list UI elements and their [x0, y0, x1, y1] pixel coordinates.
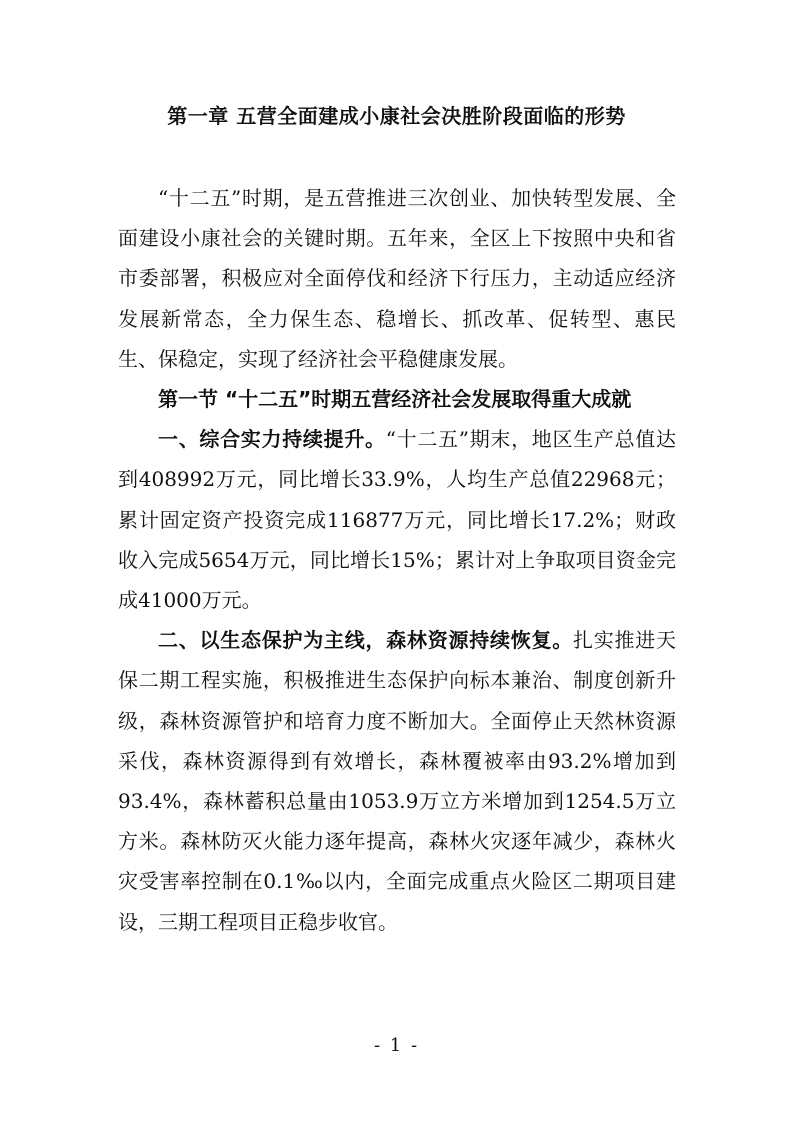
- item-paragraph-2: [118, 620, 676, 942]
- chapter-title: 第一章 五营全面建成小康社会决胜阶段面临的形势: [167, 104, 626, 128]
- item-text-2: 扎实推进天保二期工程实施，积极推进生态保护向标本兼治、制度创新升级，森林资源管护和培育力度不断加大。全面停止天然林资源采伐，森林资源得到有效增长，森林覆被率由93.2%增加到93.4%，森林蓄积总量由1053.9万立方米增加到1254.5万立方米。森林防灭火能力逐年提高，森林火灾逐年减少，森林火灾受害率控制在0.1‰以内，全面完成重点火险区二期项目建设，三期工程项目正稳步收官。: [118, 628, 676, 934]
- section-title: 第一节 “十二五”时期五营经济社会发展取得重大成就: [158, 387, 632, 412]
- document-body: [118, 178, 676, 942]
- intro-paragraph: “十二五”时期，是五营推进三次创业、加快转型发展、全面建设小康社会的关键时期。五年来，全区上下按照中央和省市委部署，积极应对全面停伐和经济下行压力，主动适应经济发展新常态，全力保生态、稳增长、抓改革、促转型、惠民生、保稳定，实现了经济社会平稳健康发展。: [118, 186, 676, 371]
- item-heading-2: 二、以生态保护为主线，森林资源持续恢复。: [158, 628, 573, 653]
- item-paragraph-1: [118, 419, 676, 620]
- item-text-1: “十二五”期末，地区生产总值达到408992万元，同比增长33.9%，人均生产总值22968元；累计固定资产投资完成116877万元，同比增长17.2%；财政收入完成5654万元，同比增长15%；累计对上争取项目资金完成41000万元。: [118, 427, 677, 613]
- page-number: - 1 -: [373, 1035, 420, 1056]
- item-heading-1: 一、综合实力持续提升。: [158, 427, 386, 452]
